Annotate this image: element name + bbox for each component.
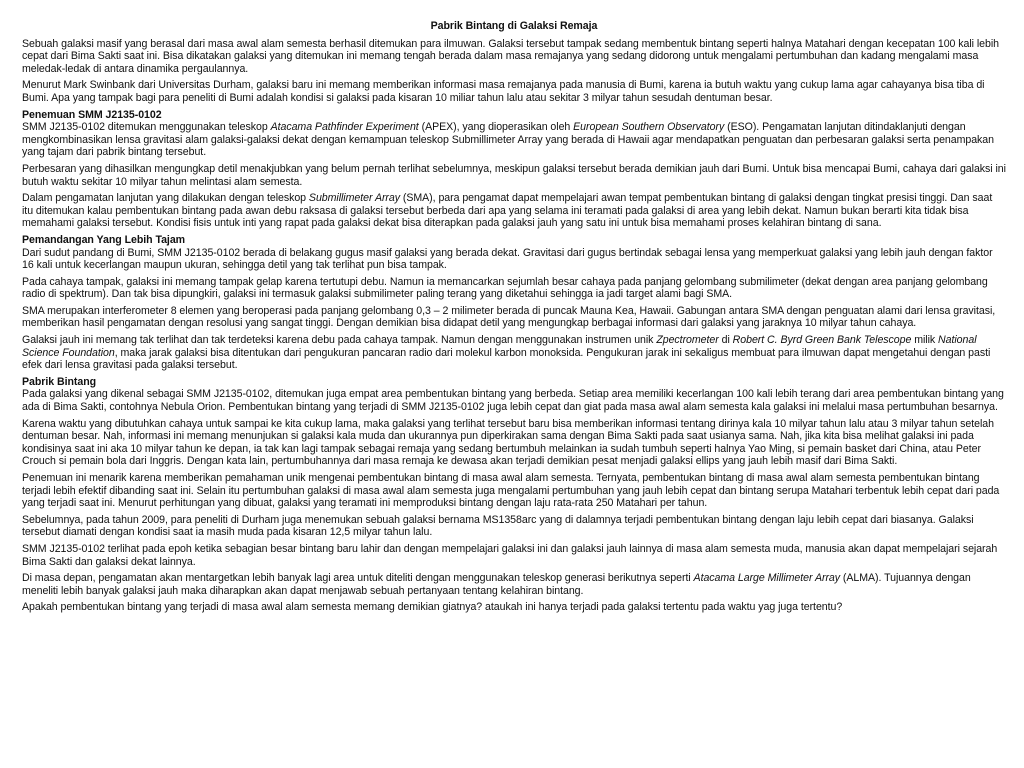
alma-name: Atacama Large Millimeter Array: [693, 572, 841, 585]
section-heading-pabrik: Pabrik Bintang: [22, 375, 97, 388]
section3-paragraph-4: Sebelumnya, pada tahun 2009, para peneliti di Durham juga menemukan sebuah galaksi bernama MS1358arc yang di dalamnya terjadi pembentukan bintang dengan laju lebih cepat dari biasanya. Galaksi tersebut diamati dengan kondisi saat ia masih muda pada kisaran 12,5 milyar tahun lalu.: [22, 513, 974, 539]
section3-paragraph-6: Di masa depan, pengamatan akan mentargetkan lebih banyak lagi area untuk diteliti dengan menggunakan teleskop generasi berikutnya seperti Atacama Large Millimeter Array (ALMA). Tujuannya dengan meneliti lebih banyak galaksi jauh maka diharapkan akan dapat menjawab sebuah pertanyaan tentang kelahiran bintang.: [22, 572, 971, 597]
section2-paragraph-1: Dari sudut pandang di Bumi, SMM J2135-0102 berada di belakang gugus masif galaksi yang berada dekat. Gravitasi dari gugus bertindak sebagai lensa yang memperkuat galaksi yang lebih jauh dengan faktor 16 kali untuk kecerlangan maupun ukuran, sehingga detil yang tak terlihat pun bisa tampak.: [22, 246, 993, 272]
section1-paragraph-1: SMM J2135-0102 ditemukan menggunakan teleskop Atacama Pathfinder Experiment (APEX), yang dioperasikan oleh European Southern Observatory (ESO). Pengamatan lanjutan ditindaklanjuti dengan mengkombinasikan lensa gravitasi alam galaksi-galaksi dekat dengan kemampuan teleskop Submillimeter Array yang berada di Hawaii agar mendapatkan penguatan dan perbesaran galaksi serta penampakan yang tajam dari pabrik bintang tersebut.: [22, 121, 994, 159]
section3-paragraph-3: Penemuan ini menarik karena memberikan pemahaman unik mengenai pembentukan bintang di masa awal alam semesta. Ternyata, pembentukan bintang di masa awal alam semesta pembentukan bintang terjadi lebih efektif dibanding saat ini. Selain itu pertumbuhan galaksi di masa awal alam semesta juga mengalami pertumbuhan yang jauh lebih cepat dan bintang serupa Matahari terbentuk lebih cepat dari pada yang terjadi saat ini. Menurut perhitungan yang dibuat, galaksi yang teramati ini memproduksi bintang dengan laju rata-rata 250 Matahari per tahun.: [22, 472, 1000, 510]
zpectrometer-name: Zpectrometer: [656, 334, 719, 347]
section2-paragraph-4: Galaksi jauh ini memang tak terlihat dan tak terdeteksi karena debu pada cahaya tampak. Namun dengan menggunakan instrumen unik Zpectrometer di Robert C. Byrd Green Bank Telescope milik National Science Foundation, maka jarak galaksi bisa ditentukan dari pengukuran pancaran radio dari molekul karbon monoksida. Pengukuran jarak ini sekaligus membuat para ilmuwan dapat mengetahui dengan pasti efek dari lensa gravitasi pada galaksi tersebut.: [22, 334, 991, 372]
intro-paragraph-1: Sebuah galaksi masif yang berasal dari masa awal alam semesta berhasil ditemukan para ilmuwan. Galaksi tersebut tampak sedang membentuk bintang seperti halnya Matahari dengan kecepatan 100 kali lebih cepat dari Bima Sakti saat ini. Bisa dikatakan galaksi yang ditemukan ini memang tengah berada dalam masa remajanya yang sedang didorong untuk mengalami pertumbuhan dan kadang mengalami masa meledak-ledak di antara dinamika pergaulannya.: [22, 37, 1000, 75]
section3-paragraph-5: SMM J2135-0102 terlihat pada epoh ketika sebagian besar bintang baru lahir dan dengan mempelajari galaksi ini dan galaksi jauh lainnya di masa alam semesta muda, manusia akan dapat mempelajari sejarah Bima Sakti dan galaksi dekat lainnya.: [22, 542, 998, 568]
eso-name: European Southern Observatory: [573, 121, 725, 134]
gbt-name: Robert C. Byrd Green Bank Telescope: [732, 334, 912, 347]
apex-name: Atacama Pathfinder Experiment: [270, 121, 419, 134]
section-heading-pemandangan: Pemandangan Yang Lebih Tajam: [22, 233, 186, 246]
section3-paragraph-1: Pada galaksi yang dikenal sebagai SMM J2135-0102, ditemukan juga empat area pembentukan bintang yang berbeda. Setiap area memiliki kecerlangan 100 kali lebih terang dari area pembentukan bintang yang ada di Bima Sakti, contohnya Nebula Orion. Pembentukan bintang yang terjadi di SMM J2135-0102 juga lebih cepat dan giat pada masa awal alam semesta kala galaksi ini melalui masa pertumbuhan besarnya.: [22, 388, 1004, 414]
section-heading-penemuan: Penemuan SMM J2135-0102: [22, 108, 162, 121]
section3-paragraph-2: Karena waktu yang dibutuhkan cahaya untuk sampai ke kita cukup lama, maka galaksi yang terlihat tersebut baru bisa memberikan informasi tentang dirinya kala 10 milyar tahun lalu atau 3 milyar tahun setelah dentuman besar. Nah, informasi ini memang menunjukan si galaksi kala muda dan ukurannya pun diperkirakan sama dengan Bima Sakti pada saat usianya sama. Nah, jika kita bisa melihat galaksi ini pada kondisinya saat ini aka 10 milyar tahun ke depan, ia tak kan lagi tampak sebagai remaja yang sedang bertumbuh melainkan ia sudah tumbuh seperti halnya Yao Ming, si pemain basket dari China, atau Peter Crouch si pemain bola dari Inggris. Dengan kata lain, pertumbuhannya dari masa remaja ke dewasa akan terjadi demikian pesat menjadi galaksi ellips yang jauh lebih masif dari Bima Sakti.: [22, 417, 994, 468]
section1-paragraph-3: Dalam pengamatan lanjutan yang dilakukan dengan teleskop Submillimeter Array (SMA), para pengamat dapat mempelajari awan tempat pembentukan bintang di galaksi dengan tingkat presisi tinggi. Dan saat itu ditemukan kalau pembentukan bintang pada awan debu raksasa di galaksi tersebut berbeda dari apa yang selama ini teramati pada galaksi di area yang lebih dekat. Namun bukan berarti kita tidak bisa memahami galaksi tersebut. Kondisi fisis untuk inti yang rapat pada galaksi dekat bisa diterapkan pada galaksi jauh yang satu ini untuk bisa memahami proses kelahiran bintang di sana.: [22, 192, 993, 230]
section2-paragraph-3: SMA merupakan interferometer 8 elemen yang beroperasi pada panjang gelombang 0,3 – 2 milimeter berada di puncak Mauna Kea, Hawaii. Gabungan antara SMA dengan penguatan alami dari lensa gravitasi, memberikan hasil pengamatan dengan resolusi yang sangat tinggi. Dengan demikian bisa didapat detil yang mengungkap berbagai informasi dari galaksi yang jaraknya 10 milyar tahun cahaya.: [22, 304, 996, 330]
section3-paragraph-7: Apakah pembentukan bintang yang terjadi di masa awal alam semesta memang demikian giatnya? ataukah ini hanya terjadi pada galaksi tertentu pada waktu yag juga tertentu?: [22, 601, 843, 614]
sma-name: Submillimeter Array: [308, 192, 400, 205]
document-title: Pabrik Bintang di Galaksi Remaja: [430, 20, 598, 32]
section1-paragraph-2: Perbesaran yang dihasilkan mengungkap detil menakjubkan yang belum pernah terlihat sebelumnya, meskipun galaksi tersebut berada demikian jauh dari Bumi. Untuk bisa mencapai Bumi, cahaya dari galaksi ini butuh waktu sekitar 10 milyar tahun melintasi alam semesta.: [22, 162, 1006, 188]
nsf-name: National Science Foundation: [22, 334, 977, 359]
intro-paragraph-2: Menurut Mark Swinbank dari Universitas Durham, galaksi baru ini memang memberikan informasi masa remajanya pada manusia di Bumi, karena ia butuh waktu yang cukup lama agar cahayanya bisa tiba di Bumi. Apa yang tampak bagi para peneliti di Bumi adalah kondisi si galaksi pada kisaran 10 miliar tahun lalu atau sekitar 3 milyar tahun sesudah dentuman besar.: [22, 79, 985, 104]
section2-paragraph-2: Pada cahaya tampak, galaksi ini memang tampak gelap karena tertutupi debu. Namun ia memancarkan sejumlah besar cahaya pada panjang gelombang submilimeter (dekat dengan area panjang gelombang radio di spektrum). Dan tak bisa dipungkiri, galaksi ini termasuk galaksi submilimeter paling terang yang diketahui sehingga ia jadi target alami bagi SMA.: [22, 275, 988, 301]
